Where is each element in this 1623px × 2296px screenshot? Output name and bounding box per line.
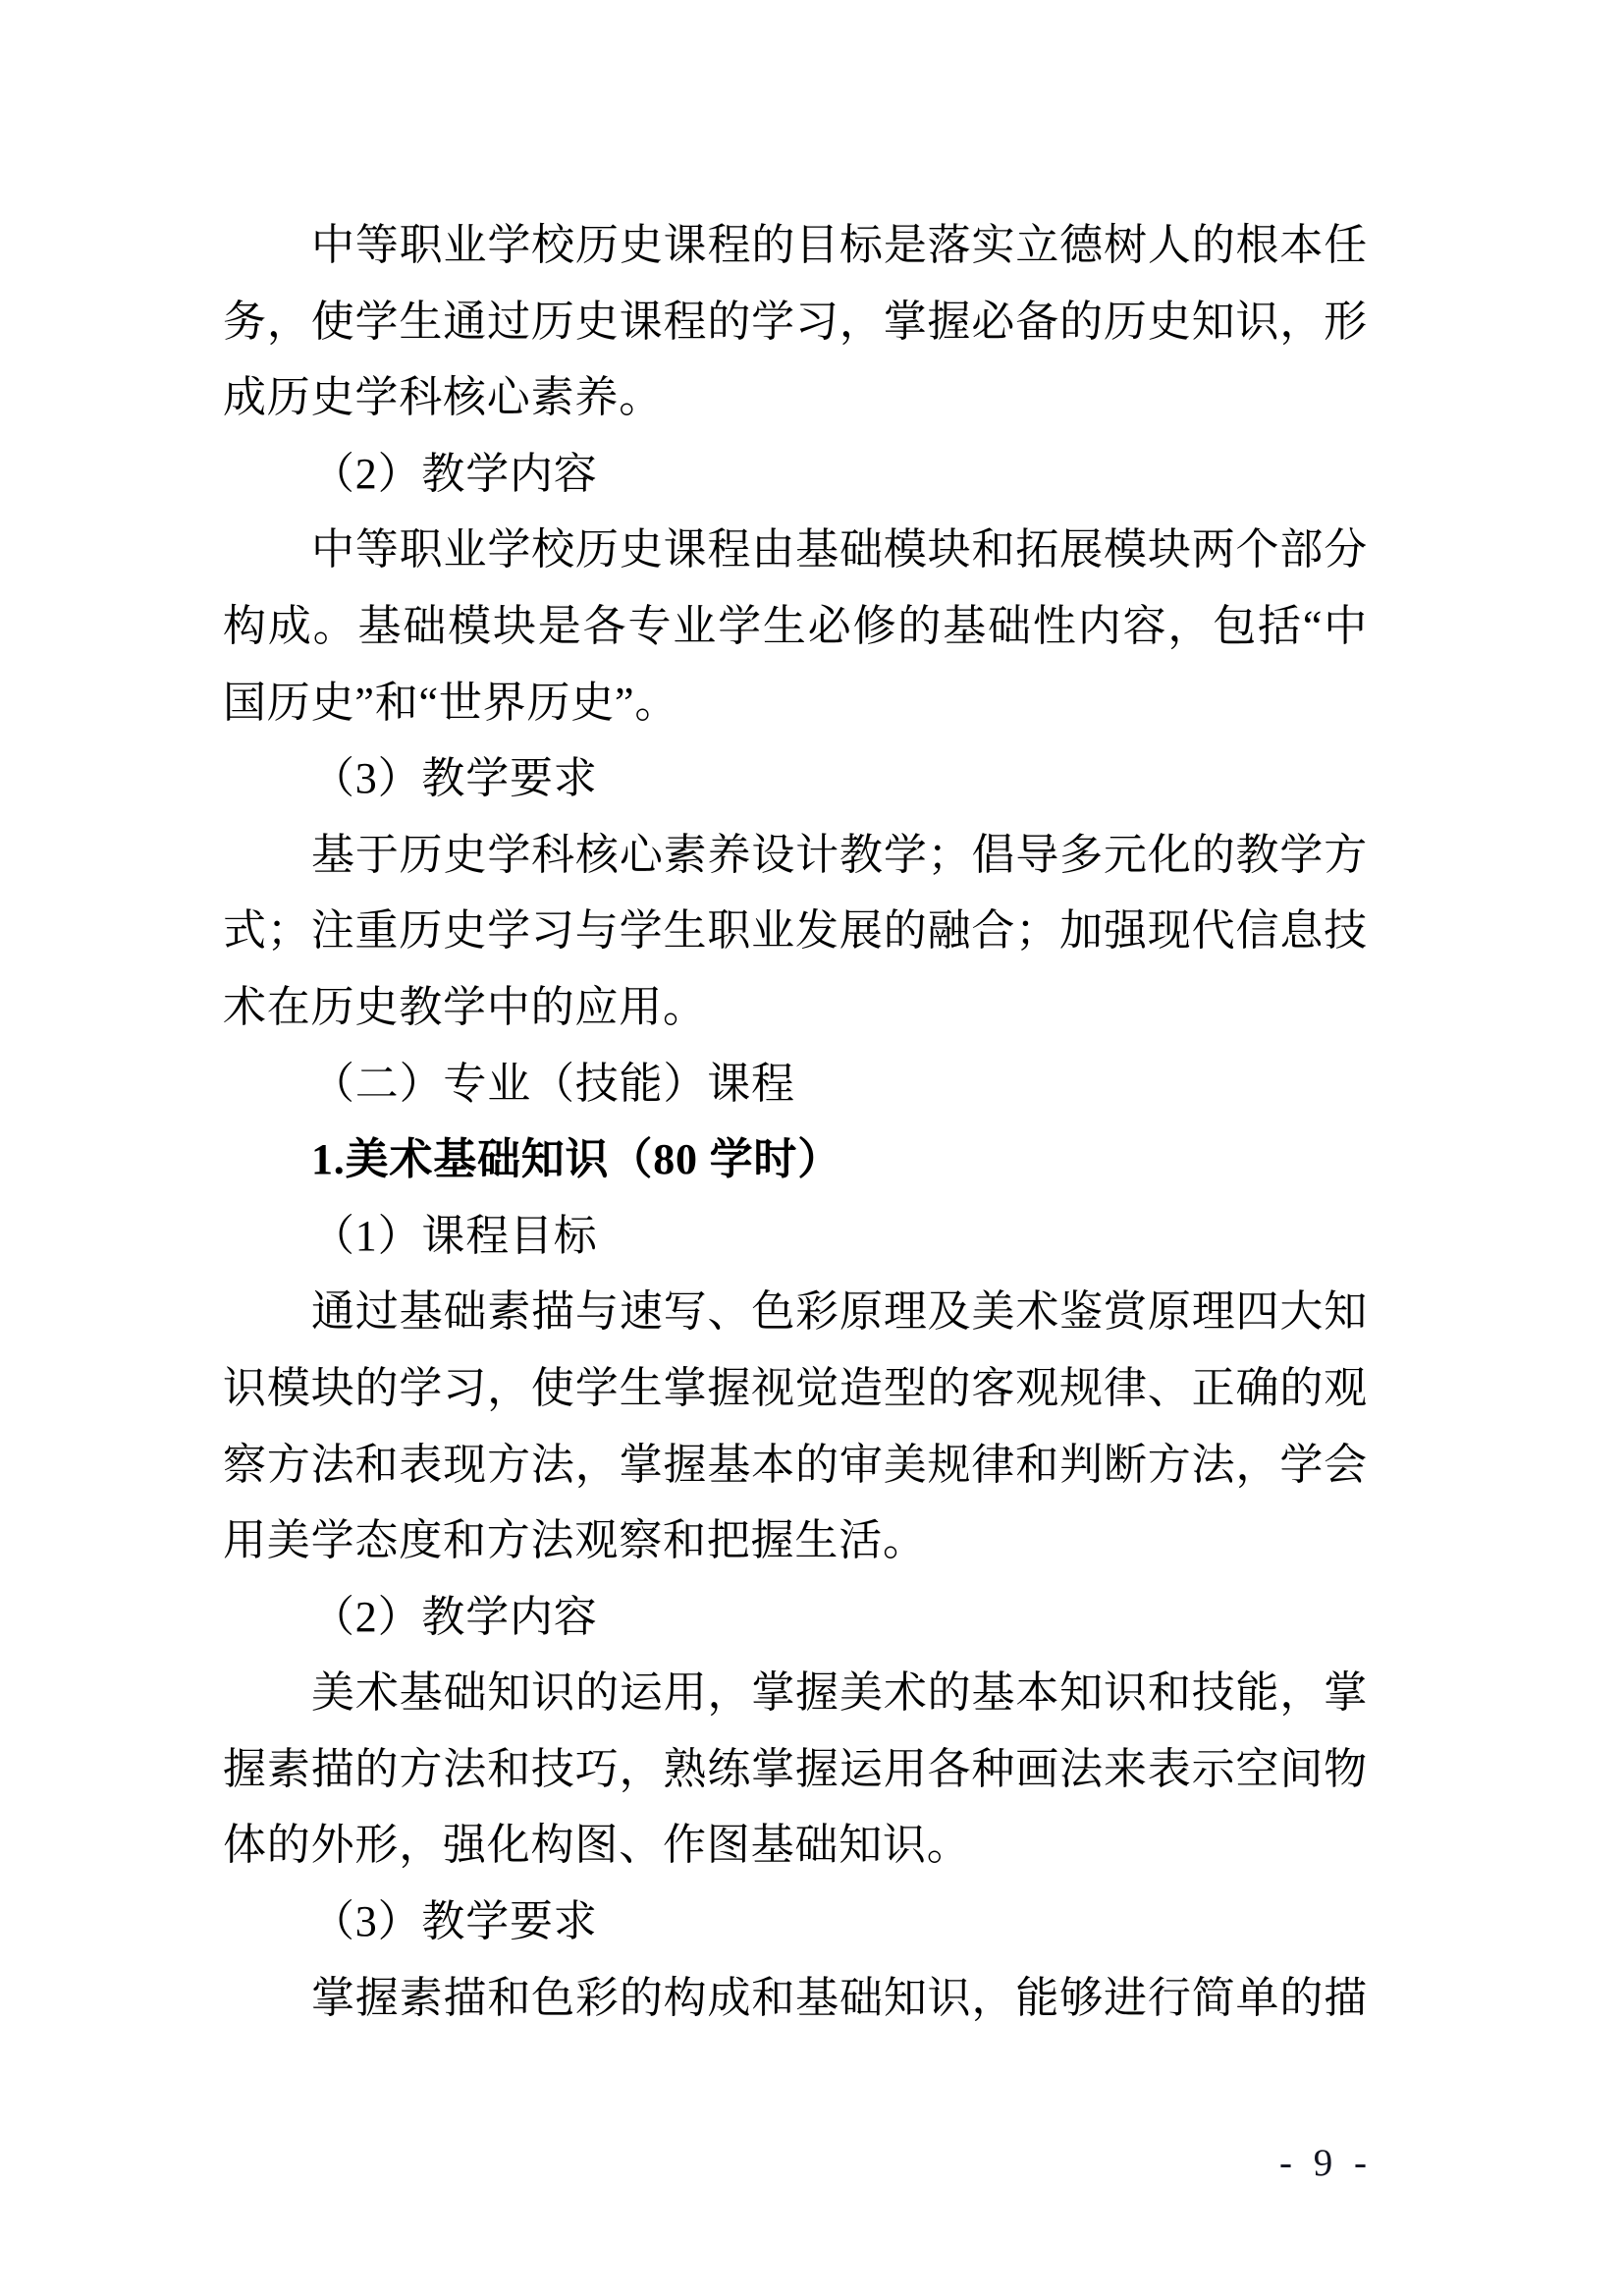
body-line: 国历史”和“世界历史”。 [223,678,679,727]
body-line: 务，使学生通过历史课程的学习，掌握必备的历史知识，形 [223,297,1368,346]
section-heading: （1）课程目标 [311,1211,598,1260]
course-title-heading: 1.美术基础知识（80 学时） [311,1135,841,1184]
body-line: 中等职业学校历史课程由基础模块和拓展模块两个部分 [311,525,1368,574]
section-heading: （3）教学要求 [311,1897,598,1946]
body-line: 体的外形，强化构图、作图基础知识。 [223,1821,971,1870]
body-line: 基于历史学科核心素养设计教学；倡导多元化的教学方 [311,830,1368,879]
body-line: 中等职业学校历史课程的目标是落实立德树人的根本任 [311,221,1368,269]
body-line: 成历史学科核心素养。 [223,373,663,422]
section-heading: （二）专业（技能）课程 [311,1059,795,1108]
body-line: 式；注重历史学习与学生职业发展的融合；加强现代信息技 [223,906,1368,956]
body-line: 握素描的方法和技巧，熟练掌握运用各种画法来表示空间物 [223,1744,1368,1793]
section-heading: （2）教学内容 [311,449,598,498]
body-line: 察方法和表现方法，掌握基本的审美规律和判断方法，学会 [223,1440,1368,1489]
body-line: 通过基础素描与速写、色彩原理及美术鉴赏原理四大知 [311,1287,1368,1337]
page-number: - 9 - [1279,2142,1373,2184]
document-body [223,207,1368,2036]
body-line: 美术基础知识的运用，掌握美术的基本知识和技能，掌 [311,1668,1368,1718]
body-line: 用美学态度和方法观察和把握生活。 [223,1516,927,1565]
section-heading: （2）教学内容 [311,1592,598,1641]
body-line: 掌握素描和色彩的构成和基础知识，能够进行简单的描 [311,1973,1368,2022]
body-line: 识模块的学习，使学生掌握视觉造型的客观规律、正确的观 [223,1363,1368,1412]
body-line: 构成。基础模块是各专业学生必修的基础性内容，包括“中 [223,601,1368,650]
body-line: 术在历史教学中的应用。 [223,982,707,1031]
section-heading: （3）教学要求 [311,754,598,803]
